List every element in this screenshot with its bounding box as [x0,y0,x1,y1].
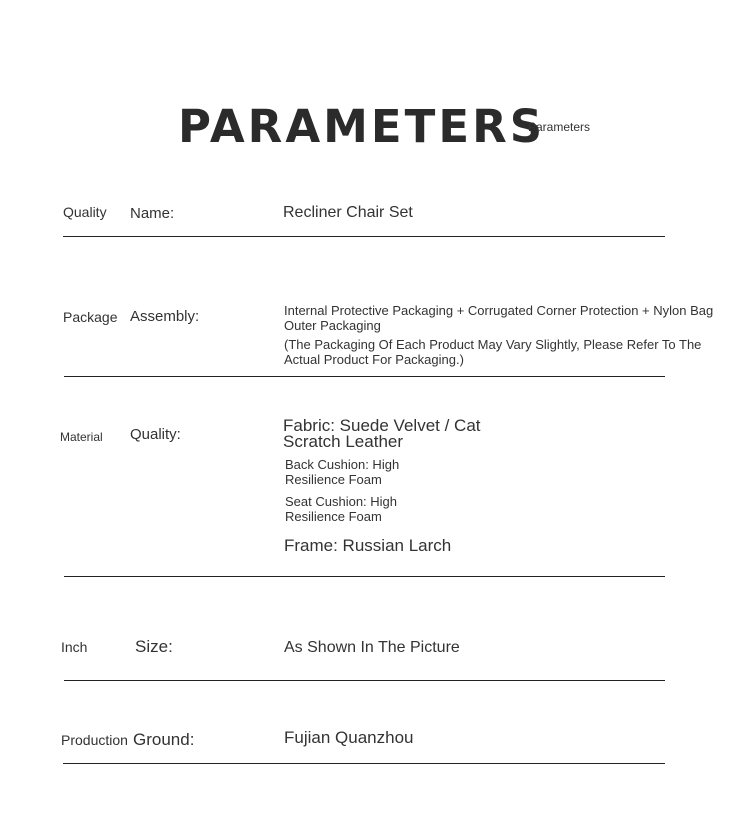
divider [64,680,665,681]
row-label-name: Name: [130,205,175,222]
page-title: PARAMETERS [178,100,546,153]
row-value-back-cushion [285,457,399,487]
row-value-fabric [283,418,481,450]
fabric-line-2: Scratch Leather [283,432,404,451]
row-label-size: Size: [135,637,173,656]
page-subtitle: Parameters [528,120,591,134]
row-value-assembly [284,303,724,333]
row-value-name: Recliner Chair Set [283,204,413,221]
back-cushion-line-2: Resilience Foam [285,472,382,487]
row-tag-production: Production [61,732,128,748]
fabric-line-1: Fabric: Suede Velvet / Cat [283,416,481,435]
divider [64,576,665,577]
row-label-quality: Quality: [130,426,181,443]
row-tag-package: Package [63,309,118,325]
divider [63,236,665,237]
row-tag-material: Material [60,430,103,444]
assembly-line-2: Outer Packaging [284,318,381,333]
row-label-assembly: Assembly: [130,308,200,325]
back-cushion-line-1: Back Cushion: High [285,457,400,472]
assembly-note-2: Actual Product For Packaging.) [284,352,464,367]
row-value-frame: Frame: Russian Larch [284,536,452,555]
row-tag-inch: Inch [61,639,88,655]
row-label-ground: Ground: [133,730,195,749]
divider [64,376,665,377]
assembly-note-1: (The Packaging Of Each Product May Vary Slightly, Please Refer To The [284,337,702,352]
row-value-ground: Fujian Quanzhou [284,728,414,747]
row-value-size: As Shown In The Picture [284,639,460,656]
row-value-seat-cushion [285,494,397,524]
row-tag-quality: Quality [63,204,107,220]
seat-cushion-line-1: Seat Cushion: High [285,494,398,509]
row-note-assembly [284,337,724,367]
divider [63,763,665,764]
seat-cushion-line-2: Resilience Foam [285,509,382,524]
assembly-line-1: Internal Protective Packaging + Corrugated Corner Protection + Nylon Bag [284,303,714,318]
